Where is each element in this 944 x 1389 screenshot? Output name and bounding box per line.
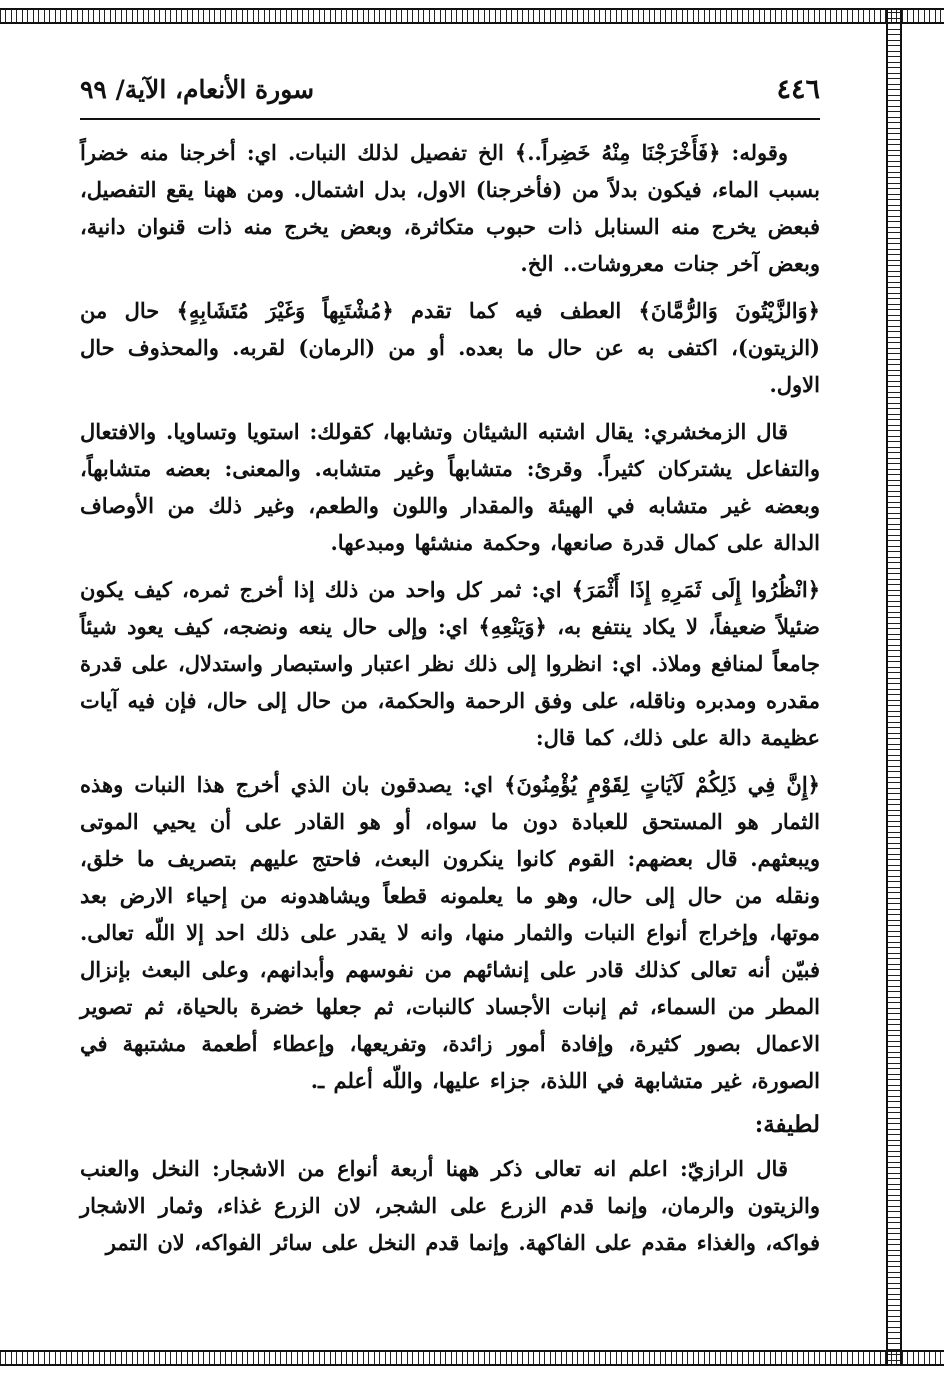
decorative-border-top (0, 8, 944, 24)
running-title: سورة الأنعام، الآية/ ٩٩ (80, 74, 315, 104)
paragraph-3: قال الزمخشري: يقال اشتبه الشيئان وتشابها، كقولك: استويا وتساويا. والافتعال والتفاعل يشتركان كثيراً. وقرئ: متشابهاً وغير متشابه. والمعنى: بعضه متشابهاً، وبعضه غير متشابه في الهيئة والمقدار واللون والطعم، وغير ذلك من الأوصاف الدالة على كمال قدرة صانعها، وحكمة منشئها ومبدعها. (80, 419, 820, 555)
paragraph-1: وقوله: ﴿فَأَخْرَجْنَا مِنْهُ خَضِراً..﴾ الخ تفصيل لذلك النبات. اي: أخرجنا منه خضراً بسبب الماء، فيكون بدلاً من (فأخرجنا) الاول، بدل اشتمال. ومن ههنا يقع التفصيل، فبعض يخرج منه السنابل ذات حبوب متكاثرة، وبعض يخرج منه ذات قنوان دانية، وبعض آخر جنات معروشات.. الخ. (80, 140, 820, 276)
page-header (80, 60, 820, 120)
section-paragraph: قال الرازيّ: اعلم انه تعالى ذكر ههنا أربعة أنواع من الاشجار: النخل والعنب والزيتون والرمان، وإنما قدم الزرع على الشجر، لان الزرع غذاء، وثمار الاشجار فواكه، والغذاء مقدم على الفاكهة. وإنما قدم النخل على سائر الفواكه، لان التمر (80, 1156, 820, 1255)
paragraph-4: ﴿انْظُرُوا إِلَى ثَمَرِهِ إِذَا أَثْمَرَ﴾ اي: ثمر كل واحد من ذلك إذا أخرج ثمره، كيف يكون ضئيلاً ضعيفاً، لا يكاد ينتفع به، ﴿وَيَنْعِهِ﴾ اي: وإلى حال ينعه ونضجه، كيف يعود شيئاً جامعاً لمنافع وملاذ. اي: انظروا إلى ذلك نظر اعتبار واستبصار واستدلال، على قدرة مقدره ومدبره وناقله، على وفق الرحمة والحكمة، من حال إلى حال، فإن فيه آيات عظيمة دالة على ذلك، كما قال: (80, 577, 820, 750)
page-body (80, 60, 820, 1340)
page-number: ٤٤٦ (776, 73, 820, 105)
decorative-border-right (886, 8, 902, 1366)
section-heading: لطيفة: (754, 1111, 820, 1138)
paragraph-2: ﴿وَالزَّيْتُونَ وَالرُّمَّانَ﴾ العطف فيه كما تقدم ﴿مُشْتَبِهاً وَغَيْرَ مُتَشَابِهٍ﴾ حال من (الزيتون)، اكتفى به عن حال ما بعده. أو من (الرمان) لقربه. والمحذوف حال الاول. (80, 298, 820, 397)
paragraph-5: ﴿إِنَّ فِي ذَلِكُمْ لَآيَاتٍ لِقَوْمٍ يُؤْمِنُونَ﴾ اي: يصدقون بان الذي أخرج هذا النبات وهذه الثمار هو المستحق للعبادة دون ما سواه، أو هو القادر على أن يحيي الموتى ويبعثهم. قال بعضهم: القوم كانوا ينكرون البعث، فاحتج عليهم بتصريف ما خلق، ونقله من حال إلى حال، وهو ما يعلمونه قطعاً ويشاهدونه من إحياء الارض بعد موتها، وإخراج أنواع النبات والثمار منها، وانه لا يقدر على ذلك احد إلا اللّه تعالى. فبيّن أنه تعالى كذلك قادر على إنشائهم من نفوسهم وأبدانهم، وعلى البعث بإنزال المطر من السماء، ثم إنبات الأجساد كالنبات، ثم جعلها خضرة بالحياة، ثم تصوير الاعمال بصور كثيرة، وإفادة أمور زائدة، وتفريعها، وإعطاء أطعمة مشتبهة في الصورة، غير متشابهة في اللذة، جزاء عليها، واللّه أعلم ـ. (80, 772, 820, 1093)
decorative-border-bottom (0, 1350, 944, 1366)
